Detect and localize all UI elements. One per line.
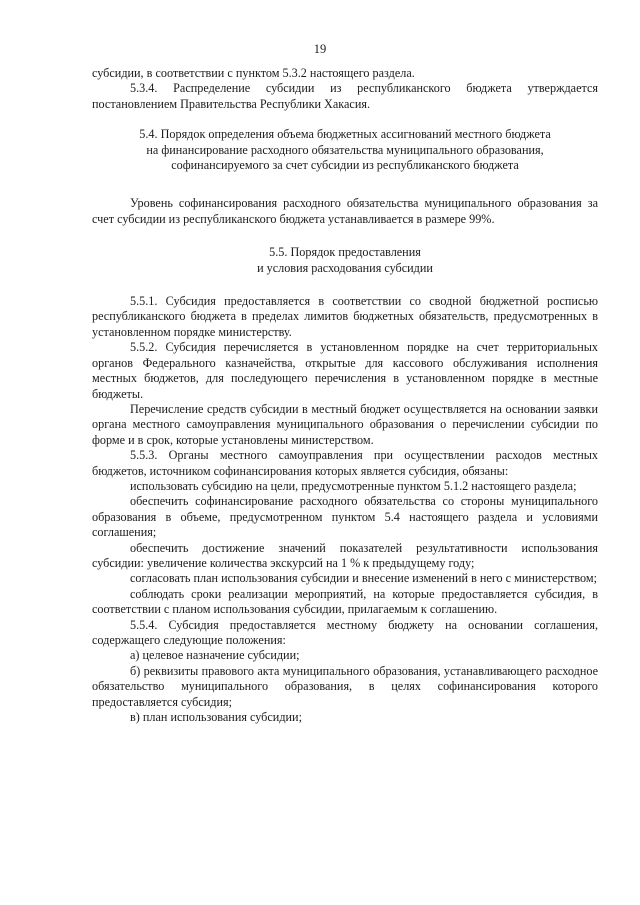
heading-line: и условия расходования субсидии	[257, 260, 433, 275]
heading-line: софинансируемого за счет субсидии из республиканского бюджета	[171, 158, 519, 173]
list-item: а) целевое назначение субсидии;	[130, 648, 300, 663]
list-item: в) план использования субсидии;	[130, 710, 302, 725]
heading-line: 5.5. Порядок предоставления	[269, 245, 421, 260]
paragraph: 5.5.1. Субсидия предоставляется в соответствии со сводной бюджетной росписью республиканского бюджета в пределах лимитов бюджетных обязательств, предусмотренных в установленном порядке министерству.	[92, 294, 598, 339]
paragraph: 5.5.2. Субсидия перечисляется в установленном порядке на счет территориальных органов Федерального казначейства, открытые для кассового обслуживания исполнения местных бюджетов, для последующего перечисления в установленном порядке в местные бюджеты.	[92, 340, 598, 401]
list-item: б) реквизиты правового акта муниципального образования, устанавливающего расходное обязательство муниципального образования, в целях софинансирования которого предоставляется субсидия;	[92, 663, 598, 709]
document-body	[92, 66, 598, 725]
list-item: обеспечить достижение значений показателей результативности использования субсидии: увеличение количества экскурсий на 1 % к предыдущему году;	[92, 540, 598, 570]
paragraph: 5.5.4. Субсидия предоставляется местному бюджету на основании соглашения, содержащего следующие положения:	[92, 617, 598, 647]
list-item: использовать субсидию на цели, предусмотренные пунктом 5.1.2 настоящего раздела;	[130, 478, 577, 493]
list-item: обеспечить софинансирование расходного обязательства со стороны муниципального образования в объеме, предусмотренном пунктом 5.4 настоящего раздела и условиями соглашения;	[92, 494, 598, 540]
paragraph: Перечисление средств субсидии в местный бюджет осуществляется на основании заявки органа местного самоуправления муниципального образования о перечислении субсидии по форме и в срок, которые установлены министерством.	[92, 401, 598, 447]
heading-line: на финансирование расходного обязательства муниципального образования,	[146, 142, 544, 157]
heading-line: 5.4. Порядок определения объема бюджетных ассигнований местного бюджета	[139, 127, 551, 142]
page-number: 19	[313, 42, 327, 56]
list-item: соблюдать сроки реализации мероприятий, на которые предоставляется субсидия, в соответствии с планом использования субсидии, прилагаемым к соглашению.	[92, 586, 598, 617]
list-item: согласовать план использования субсидии и внесение изменений в него с министерством;	[130, 571, 598, 586]
section-heading-5-4	[92, 127, 598, 173]
paragraph: Уровень софинансирования расходного обязательства муниципального образования за счет субсидии из республиканского бюджета устанавливается в размере 99%.	[92, 196, 598, 226]
section-heading-5-5	[92, 245, 598, 276]
paragraph: субсидии, в соответствии с пунктом 5.3.2 настоящего раздела.	[92, 66, 415, 80]
paragraph: 5.3.4. Распределение субсидии из республиканского бюджета утверждается постановлением Правительства Республики Хакасия.	[92, 81, 598, 111]
paragraph: 5.5.3. Органы местного самоуправления при осуществлении расходов местных бюджетов, источником софинансирования которых является субсидия, обязаны:	[92, 448, 598, 478]
